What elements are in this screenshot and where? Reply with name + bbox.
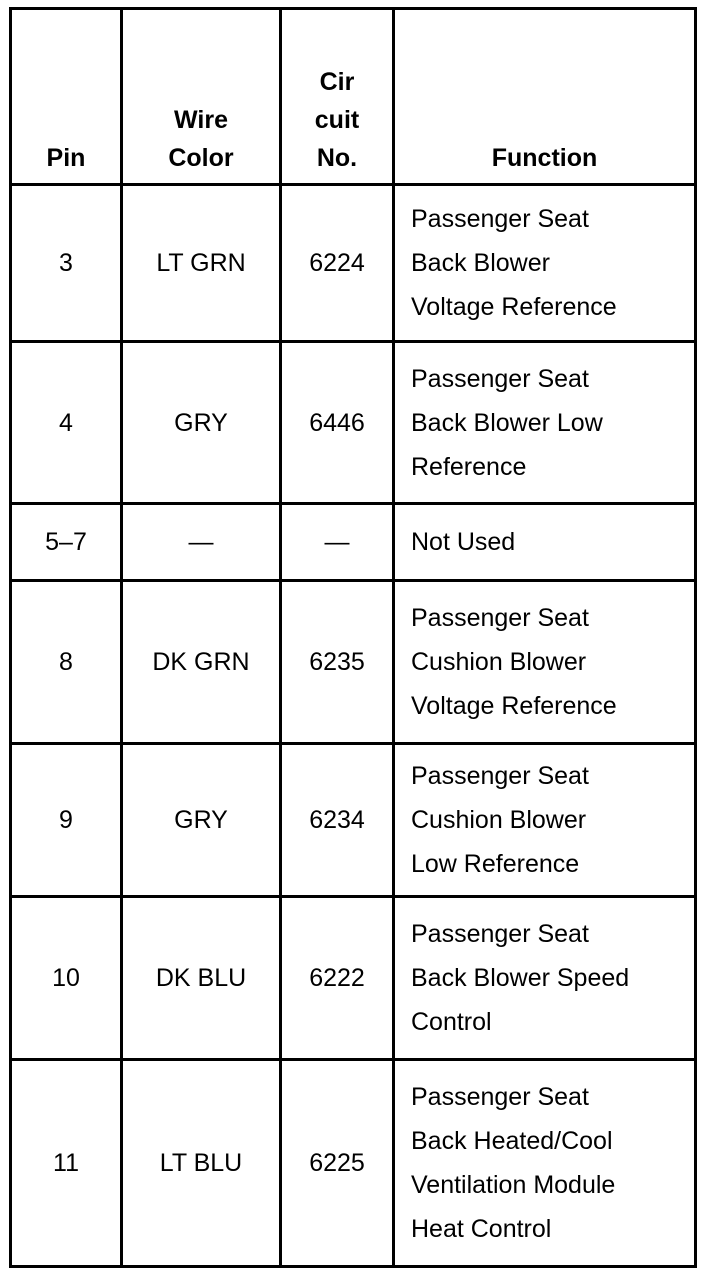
table-header-row xyxy=(11,9,696,185)
function-cell xyxy=(394,897,696,1060)
table-row xyxy=(11,185,696,342)
function-line: Back Blower xyxy=(411,249,550,277)
header-circuit-no xyxy=(281,9,394,185)
function-line: Passenger Seat xyxy=(411,762,589,790)
pin-out-table xyxy=(9,7,697,1268)
function-line: Voltage Reference xyxy=(411,293,617,321)
table-row xyxy=(11,504,696,581)
function-cell xyxy=(394,1060,696,1267)
function-line: Not Used xyxy=(411,528,516,556)
header-wire-color-line: Color xyxy=(168,144,234,172)
wire-color-cell: GRY xyxy=(122,744,281,897)
pin-cell: 4 xyxy=(11,342,122,504)
table-row xyxy=(11,1060,696,1267)
circuit-cell: 6222 xyxy=(281,897,394,1060)
function-line: Back Heated/Cool xyxy=(411,1127,613,1155)
function-line: Voltage Reference xyxy=(411,692,617,720)
wire-color-cell: LT GRN xyxy=(122,185,281,342)
function-cell xyxy=(394,185,696,342)
header-function: Function xyxy=(394,9,696,185)
function-line: Passenger Seat xyxy=(411,1083,589,1111)
wire-color-cell: GRY xyxy=(122,342,281,504)
pin-cell: 9 xyxy=(11,744,122,897)
header-circuit-line: No. xyxy=(316,144,358,172)
circuit-cell: 6225 xyxy=(281,1060,394,1267)
function-cell xyxy=(394,581,696,744)
function-line: Control xyxy=(411,1008,492,1036)
header-circuit-line: cuit xyxy=(314,106,360,134)
circuit-cell: 6446 xyxy=(281,342,394,504)
wire-color-cell: — xyxy=(122,504,281,581)
function-cell xyxy=(394,744,696,897)
wire-color-cell: DK BLU xyxy=(122,897,281,1060)
table-row xyxy=(11,581,696,744)
function-line: Passenger Seat xyxy=(411,364,589,393)
function-line: Reference xyxy=(411,452,527,481)
header-wire-color-line: Wire xyxy=(174,106,228,134)
table-row xyxy=(11,744,696,897)
wire-color-cell: LT BLU xyxy=(122,1060,281,1267)
function-cell xyxy=(394,342,696,504)
function-line: Passenger Seat xyxy=(411,205,589,233)
circuit-cell: — xyxy=(281,504,394,581)
function-line: Back Blower Speed xyxy=(411,964,630,992)
function-line: Cushion Blower xyxy=(411,648,587,676)
function-line: Heat Control xyxy=(411,1215,552,1243)
pin-cell: 11 xyxy=(11,1060,122,1267)
function-line: Back Blower Low xyxy=(411,408,603,437)
table-row xyxy=(11,897,696,1060)
pin-cell: 3 xyxy=(11,185,122,342)
wire-color-cell: DK GRN xyxy=(122,581,281,744)
pin-cell: 10 xyxy=(11,897,122,1060)
function-line: Cushion Blower xyxy=(411,806,587,834)
pin-cell: 8 xyxy=(11,581,122,744)
circuit-cell: 6224 xyxy=(281,185,394,342)
function-line: Passenger Seat xyxy=(411,604,589,632)
function-line: Passenger Seat xyxy=(411,920,589,948)
header-pin: Pin xyxy=(11,9,122,185)
circuit-cell: 6235 xyxy=(281,581,394,744)
function-line: Ventilation Module xyxy=(411,1171,616,1199)
table-row xyxy=(11,342,696,504)
pin-cell: 5–7 xyxy=(11,504,122,581)
header-circuit-line: Cir xyxy=(319,68,355,96)
header-wire-color xyxy=(122,9,281,185)
function-cell xyxy=(394,504,696,581)
circuit-cell: 6234 xyxy=(281,744,394,897)
function-line: Low Reference xyxy=(411,850,580,878)
